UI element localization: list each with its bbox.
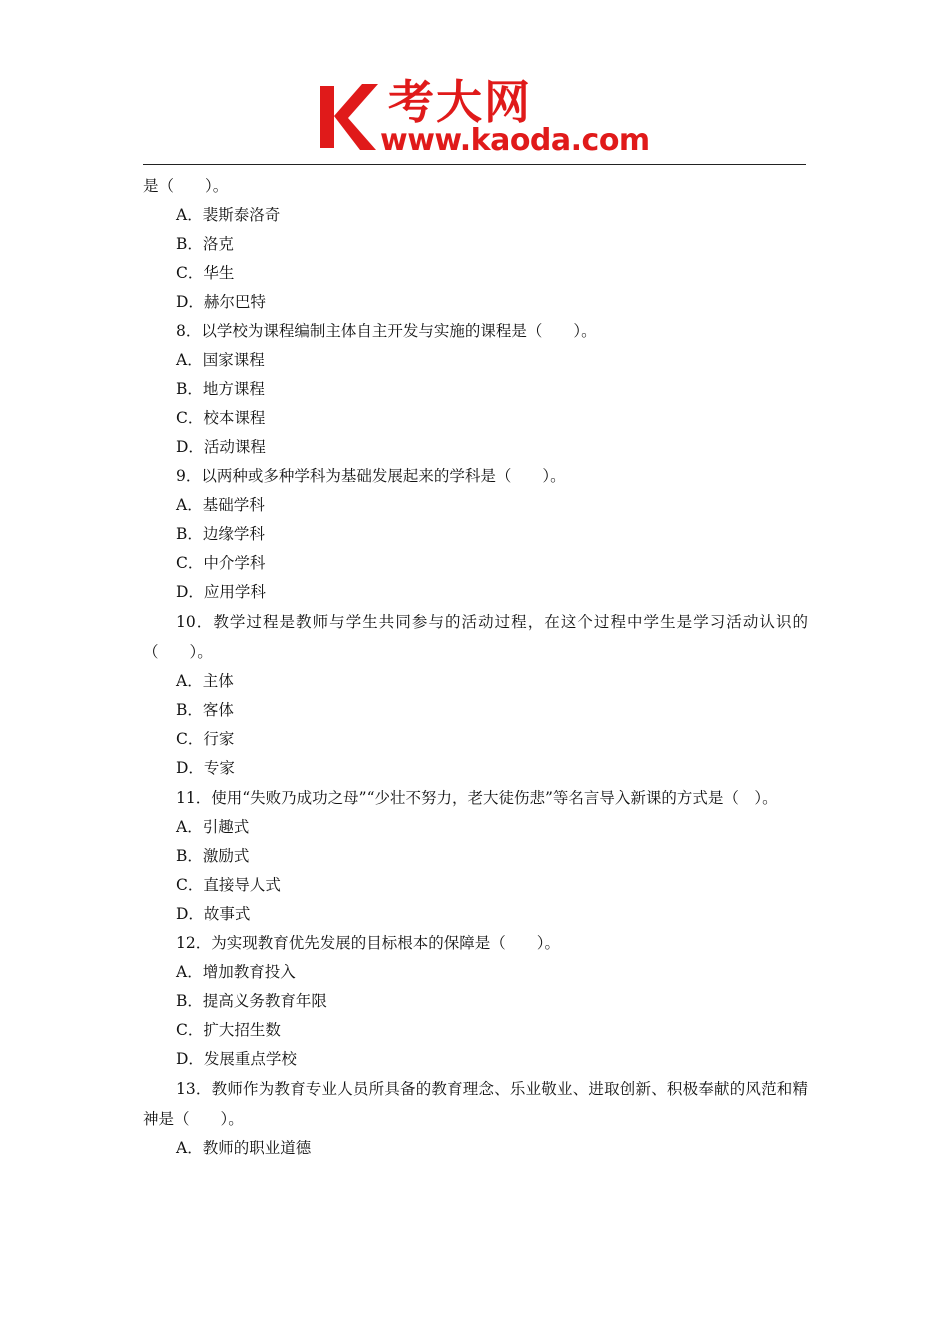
option-a: A．引趣式 xyxy=(176,818,250,836)
option-c: C．扩大招生数 xyxy=(176,1021,281,1039)
option-a: A．增加教育投入 xyxy=(176,963,296,981)
option-a: A．国家课程 xyxy=(176,351,265,369)
option-d: D．故事式 xyxy=(176,905,251,923)
question-10: 10．教学过程是教师与学生共同参与的活动过程，在这个过程中学生是学习活动认识的（ ）。 xyxy=(143,613,808,661)
question-12: 12．为实现教育优先发展的目标根本的保障是（ ）。 xyxy=(176,934,560,952)
logo-chinese-text: 考大网 xyxy=(388,75,532,129)
option-d: D．活动课程 xyxy=(176,438,266,456)
option-b: B．边缘学科 xyxy=(176,525,265,543)
option-b: B．洛克 xyxy=(176,235,234,253)
page-header xyxy=(0,0,950,170)
question-9: 9．以两种或多种学科为基础发展起来的学科是（ ）。 xyxy=(176,467,566,485)
option-c: C．中介学科 xyxy=(176,554,266,572)
option-d: D．赫尔巴特 xyxy=(176,293,266,311)
option-d: D．发展重点学校 xyxy=(176,1050,297,1068)
question-content xyxy=(143,172,808,1163)
question-continuation: 是（ ）。 xyxy=(143,177,229,195)
option-b: B．客体 xyxy=(176,701,234,719)
option-b: B．提高义务教育年限 xyxy=(176,992,327,1010)
question-8: 8．以学校为课程编制主体自主开发与实施的课程是（ ）。 xyxy=(176,322,597,340)
question-11: 11．使用“失败乃成功之母”“少壮不努力，老大徒伤悲”等名言导入新课的方式是（ ）。 xyxy=(176,789,778,807)
option-c: C．直接导人式 xyxy=(176,876,281,894)
logo-url-text: www.kaoda.com xyxy=(380,123,650,158)
option-b: B．地方课程 xyxy=(176,380,265,398)
option-a: A．基础学科 xyxy=(176,496,265,514)
option-a: A．裴斯泰洛奇 xyxy=(176,206,281,224)
option-a: A．主体 xyxy=(176,672,234,690)
kaoda-logo xyxy=(318,75,650,160)
option-c: C．华生 xyxy=(176,264,235,282)
option-a: A．教师的职业道德 xyxy=(176,1139,312,1157)
option-c: C．行家 xyxy=(176,730,235,748)
header-divider xyxy=(143,164,806,165)
k-logo-icon xyxy=(318,82,380,154)
option-d: D．专家 xyxy=(176,759,235,777)
question-13: 13．教师作为教育专业人员所具备的教育理念、乐业敬业、进取创新、积极奉献的风范和精神是（ ）。 xyxy=(143,1080,808,1128)
option-c: C．校本课程 xyxy=(176,409,266,427)
option-d: D．应用学科 xyxy=(176,583,266,601)
option-b: B．激励式 xyxy=(176,847,250,865)
